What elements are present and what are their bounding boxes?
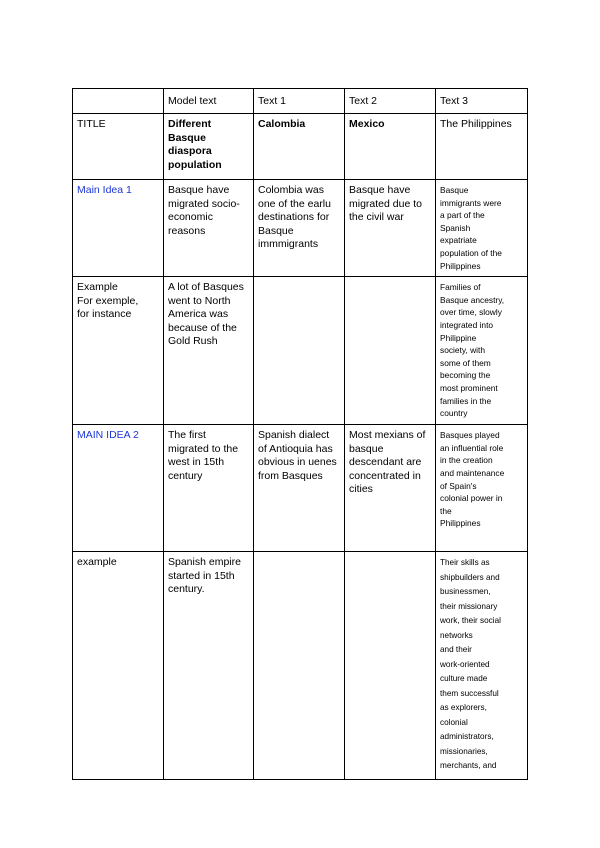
title-text1-cell: Calombia [254, 114, 345, 180]
example-2-text1-cell [254, 552, 345, 780]
table-row-example-2 [73, 552, 528, 780]
title-text2-cell: Mexico [345, 114, 436, 180]
example-1-text1-cell [254, 277, 345, 425]
table-row-main-idea-1 [73, 180, 528, 277]
table-row-main-idea-2 [73, 425, 528, 552]
header-model-text: Model text [164, 89, 254, 114]
row-label-title: TITLE [73, 114, 164, 180]
row-label-example-1: Example For exemple, for instance [73, 277, 164, 425]
example-2-model-cell: Spanish empire started in 15th century. [164, 552, 254, 780]
main-idea-1-text3-cell: Basque immigrants were a part of the Spanish expatriate population of the Philippines [436, 180, 528, 277]
example-1-model-cell: A lot of Basques went to North America was because of the Gold Rush [164, 277, 254, 425]
row-label-example-2: example [73, 552, 164, 780]
table-row-example-1 [73, 277, 528, 425]
table-row-title [73, 114, 528, 180]
example-1-text3-cell: Families of Basque ancestry, over time, slowly integrated into Philippine society, with some of them becoming the most prominent families in the country [436, 277, 528, 425]
header-blank-cell [73, 89, 164, 114]
title-text3-cell: The Philippines [436, 114, 528, 180]
main-idea-1-text1-cell: Colombia was one of the earlu destinations for Basque immmigrants [254, 180, 345, 277]
title-model-cell: Different Basque diaspora population [164, 114, 254, 180]
row-label-main-idea-2: MAIN IDEA 2 [73, 425, 164, 552]
main-idea-1-text2-cell: Basque have migrated due to the civil war [345, 180, 436, 277]
header-text-3: Text 3 [436, 89, 528, 114]
main-idea-2-text1-cell: Spanish dialect of Antioquia has obvious in uenes from Basques [254, 425, 345, 552]
header-row [73, 89, 528, 114]
header-text-2: Text 2 [345, 89, 436, 114]
main-idea-1-model-cell: Basque have migrated socio-economic reasons [164, 180, 254, 277]
main-idea-2-model-cell: The first migrated to the west in 15th century [164, 425, 254, 552]
row-label-main-idea-1: Main Idea 1 [73, 180, 164, 277]
comparison-table [72, 88, 528, 780]
example-2-text2-cell [345, 552, 436, 780]
example-2-text3-cell: Their skills as shipbuilders and businessmen, their missionary work, their social networks and their work-oriented culture made them successful as explorers, colonial administrators, missionaries, merchants, and [436, 552, 528, 780]
main-idea-2-text2-cell: Most mexians of basque descendant are concentrated in cities [345, 425, 436, 552]
main-idea-2-text3-cell: Basques played an influential role in the creation and maintenance of Spain's colonial power in the Philippines [436, 425, 528, 552]
header-text-1: Text 1 [254, 89, 345, 114]
example-1-text2-cell [345, 277, 436, 425]
